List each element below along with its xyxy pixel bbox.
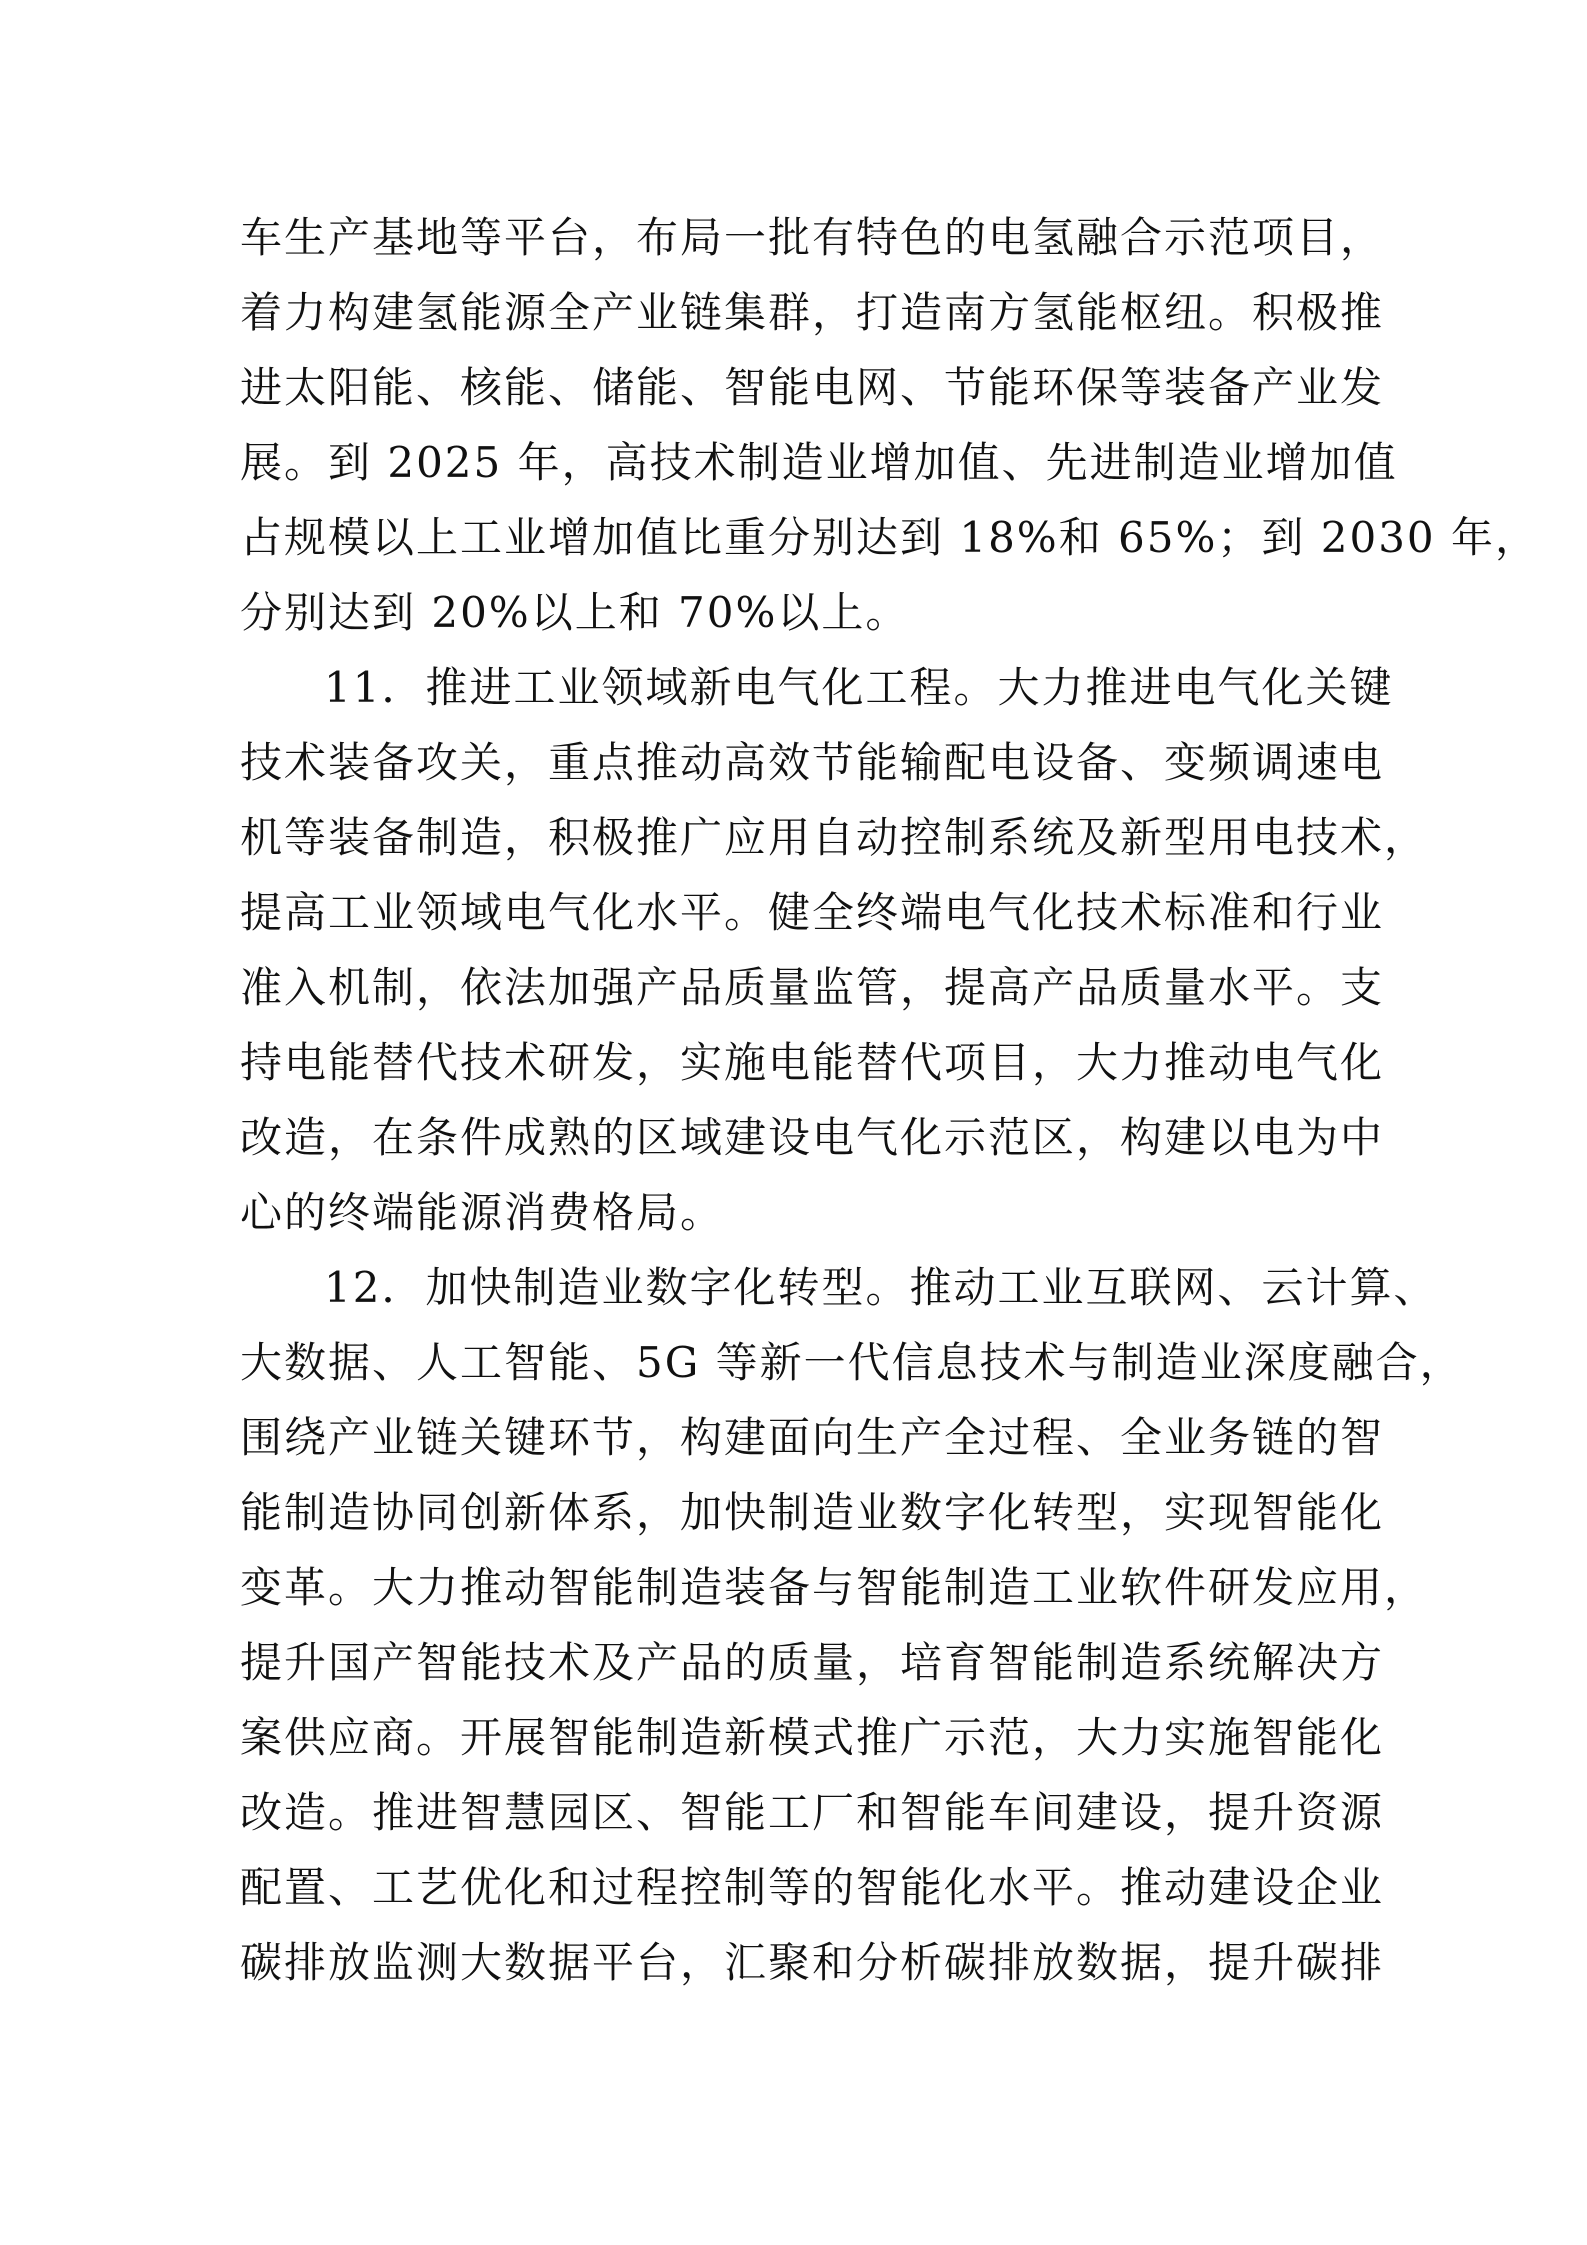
text-line: 提高工业领域电气化水平。健全终端电气化技术标准和行业 [240, 888, 1385, 937]
text-line: 变革。大力推动智能制造装备与智能制造工业软件研发应用， [240, 1563, 1429, 1612]
text-line: 分别达到 20%以上和 70%以上。 [240, 588, 910, 637]
text-line: 技术装备攻关，重点推动高效节能输配电设备、变频调速电 [240, 738, 1385, 787]
text-line: 配置、工艺优化和过程控制等的智能化水平。推动建设企业 [240, 1863, 1385, 1912]
section-heading-line: 12．加快制造业数字化转型。推动工业互联网、云计算、 [324, 1263, 1438, 1312]
body-text [240, 200, 1539, 2000]
text-line: 车生产基地等平台，布局一批有特色的电氢融合示范项目， [240, 213, 1385, 262]
text-line: 改造，在条件成熟的区域建设电气化示范区，构建以电为中 [240, 1113, 1385, 1162]
text-line: 围绕产业链关键环节，构建面向生产全过程、全业务链的智 [240, 1413, 1385, 1462]
text-line: 占规模以上工业增加值比重分别达到 18%和 65%；到 2030 年， [240, 513, 1539, 562]
text-line: 展。到 2025 年，高技术制造业增加值、先进制造业增加值 [240, 438, 1398, 487]
text-line: 进太阳能、核能、储能、智能电网、节能环保等装备产业发 [240, 363, 1385, 412]
text-line: 能制造协同创新体系，加快制造业数字化转型，实现智能化 [240, 1488, 1385, 1537]
text-line: 提升国产智能技术及产品的质量，培育智能制造系统解决方 [240, 1638, 1385, 1687]
text-line: 机等装备制造，积极推广应用自动控制系统及新型用电技术， [240, 813, 1429, 862]
text-line: 大数据、人工智能、5G 等新一代信息技术与制造业深度融合， [240, 1338, 1464, 1387]
text-line: 改造。推进智慧园区、智能工厂和智能车间建设，提升资源 [240, 1788, 1385, 1837]
text-line: 着力构建氢能源全产业链集群，打造南方氢能枢纽。积极推 [240, 288, 1385, 337]
section-heading-line: 11．推进工业领域新电气化工程。大力推进电气化关键 [324, 663, 1394, 712]
text-line: 心的终端能源消费格局。 [240, 1188, 725, 1237]
text-line: 准入机制，依法加强产品质量监管，提高产品质量水平。支 [240, 963, 1385, 1012]
text-line: 碳排放监测大数据平台，汇聚和分析碳排放数据，提升碳排 [240, 1938, 1385, 1987]
text-line: 持电能替代技术研发，实施电能替代项目，大力推动电气化 [240, 1038, 1385, 1087]
text-line: 案供应商。开展智能制造新模式推广示范，大力实施智能化 [240, 1713, 1385, 1762]
